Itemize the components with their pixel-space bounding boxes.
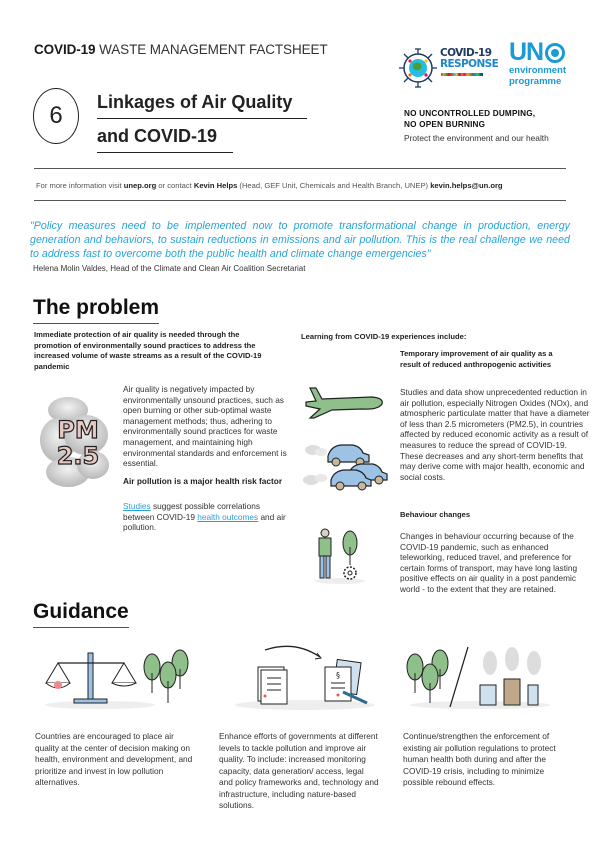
studies-paragraph	[123, 501, 288, 533]
page-title-line-1: Linkages of Air Quality	[97, 92, 307, 119]
page-title-line-2: and COVID-19	[97, 126, 233, 153]
factsheet-label	[34, 42, 328, 57]
problem-subheading: Air pollution is a major health risk factor	[123, 476, 283, 486]
svg-text:PM: PM	[57, 416, 99, 444]
un-logo-line2: programme	[509, 76, 562, 87]
contact-prefix: For more information visit	[36, 181, 124, 190]
quote-attribution: Helena Molin Valdes, Head of the Climate and Clean Air Coalition Secretariat	[33, 264, 306, 273]
covid-response-logo-text	[440, 48, 498, 70]
trees-vs-factories-icon	[400, 645, 560, 710]
documents-policy-icon	[225, 645, 385, 710]
un-logo-line1: environment	[509, 65, 567, 76]
factsheet-number-badge	[33, 88, 79, 144]
learning-heading: Learning from COVID-19 experiences include:	[301, 332, 467, 341]
un-environment-logo	[509, 40, 566, 87]
pm25-cloud-icon	[38, 390, 113, 490]
guidance-item-3: Continue/strengthen the enforcement of existing air pollution regulations to protect human health both during and after the COVID-19 crisis, including to minimize possible rebound effects.	[403, 731, 556, 787]
covid-logo-line2: RESPONSE	[440, 58, 499, 70]
slogan-line1: NO UNCONTROLLED DUMPING,	[404, 109, 536, 118]
problem-lead: Immediate protection of air quality is needed through the promotion of environmentally sound practices to address the increased volume of waste streams as a result of the COVID-19 pandemic	[34, 330, 262, 371]
slogan	[404, 108, 535, 130]
section-heading-guidance: Guidance	[33, 600, 129, 628]
contact-mid: or contact	[156, 181, 194, 190]
slogan-subtitle: Protect the environment and our health	[404, 133, 549, 143]
factsheet-number: 6	[49, 102, 63, 129]
contact-info	[36, 181, 503, 190]
studies-end-text: and air pollution.	[123, 511, 286, 533]
guidance-item-1: Countries are encouraged to place air quality at the center of decision making on health, environment and development, and prioritize and invest in low pollution alternatives.	[35, 731, 193, 787]
svg-text:§: §	[336, 671, 340, 680]
learning-body-air-quality: Studies and data show unprecedented reduction in air pollution, especially Nitrogen Oxides (NOx), and atmospheric particulate matter that have a diameter of less than 2.5 micrometers (PM2.5), in countries affected by reduced economic activity as a result of measures to reduce the spread of COVID-19. These decreases and any short-term benefits that may derive come with major health, economic and social costs.	[400, 387, 590, 482]
svg-text:2.5: 2.5	[56, 442, 100, 470]
slogan-line2: NO OPEN BURNING	[404, 120, 486, 129]
airplane-icon	[302, 384, 387, 420]
guidance-item-2: Enhance efforts of governments at different levels to tackle pollution and improve air quality. To include: increased monitoring capacity, data generation/ access, legal and policy frameworks and, technology and infrastructure, including nature-based solutions.	[219, 731, 379, 810]
factsheet-label-light: WASTE MANAGEMENT FACTSHEET	[99, 42, 328, 57]
section-heading-problem: The problem	[33, 296, 159, 324]
contact-name: Kevin Helps	[193, 181, 238, 190]
divider-top	[34, 168, 566, 169]
divider-bottom	[34, 200, 566, 201]
scales-trees-icon	[40, 645, 205, 710]
person-tree-gear-icon	[310, 525, 370, 585]
learning-body-behaviour: Changes in behaviour occurring because of the COVID-19 pandemic, such as enhanced teleworking, reduced travel, and preference for certain forms of transport, may have long lasting positive effects on air quality in a post pandemic world - to the extent that they are retained.	[400, 531, 578, 594]
health-outcomes-link[interactable]: health outcomes	[197, 511, 259, 522]
cars-exhaust-icon	[303, 440, 393, 500]
un-emblem-icon	[545, 43, 565, 63]
contact-role: (Head, GEF Unit, Chemicals and Health Branch, UNEP)	[237, 181, 431, 190]
learning-subheading-air-quality: Temporary improvement of air quality as a result of reduced anthropogenic activities	[400, 349, 553, 369]
problem-body: Air quality is negatively impacted by environmentally unsound practices, such as open burning or other sub-optimal waste management methods; thus, adhering to environmentally sound practices for waste management, and maintaining high environmental standards and enforcement is essential.	[123, 384, 287, 469]
unep-link[interactable]: unep.org	[123, 181, 157, 190]
un-logo-text: UN	[509, 38, 544, 66]
factsheet-label-bold: COVID-19	[34, 42, 96, 57]
sdg-color-stripe	[441, 73, 483, 76]
pull-quote: "Policy measures need to be implemented now to promote transformational change in production, energy generation and behaviors, to sustain reductions in emissions and air pollution. This is the real challenge we need to address fast to overcome both the public health and climate change emergencies"	[30, 220, 570, 260]
covid-logo-line1: COVID-19	[440, 47, 492, 59]
learning-subheading-behaviour: Behaviour changes	[400, 510, 471, 519]
studies-link[interactable]: Studies	[123, 501, 151, 511]
contact-email-link[interactable]: kevin.helps@un.org	[430, 181, 503, 190]
studies-mid-text: suggest possible correlations between COVID-19	[123, 501, 260, 522]
